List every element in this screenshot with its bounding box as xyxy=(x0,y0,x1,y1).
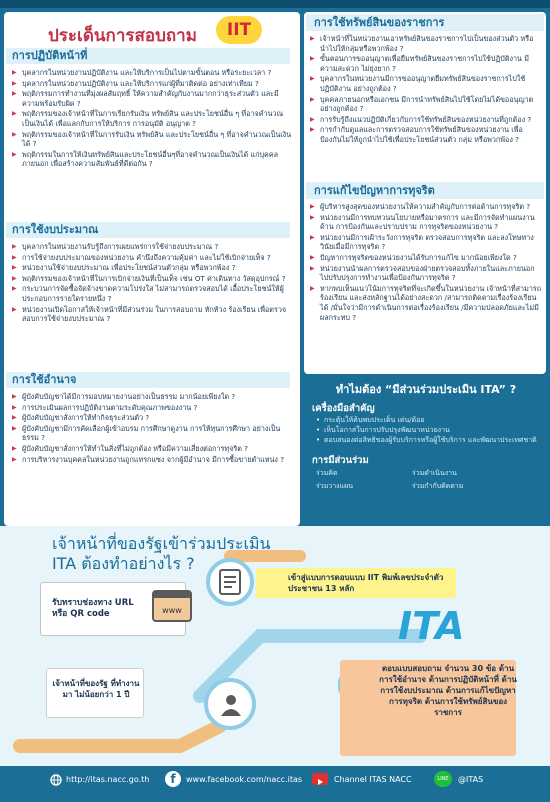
assets-list xyxy=(310,34,542,146)
list-item: ▶ ผู้บังคับบัญชามีการคัดเลือกผู้เข้าอบรม การศึกษาดูงาน การให้ทุนการศึกษา อย่างเป็นธรรม ? xyxy=(12,424,294,443)
list-item: ▶ ขั้นตอนการขออนุญาตเพื่อยืมทรัพย์สินของราชการไปใช้ปฏิบัติงาน มีความสะดวก ไม่ยุ่งยาก ? xyxy=(310,54,542,73)
corruption-list xyxy=(310,202,542,323)
ita-block xyxy=(304,376,546,526)
list-item: • กระตุ้นให้ค้นพบประเด็น เด่น/ด้อย xyxy=(316,415,542,425)
list-item: ▶ ผู้บังคับบัญชาสั่งการให้ทำกิจธุระส่วนตัว ? xyxy=(12,413,294,423)
participation-item: ร่วมวางแผน xyxy=(316,482,353,490)
participation-title: การมีส่วนร่วม xyxy=(312,455,369,466)
list-item: ▶ การรับรู้ถึงแนวปฏิบัติเกี่ยวกับการใช้ทรัพย์สินของหน่วยงานที่ถูกต้อง ? xyxy=(310,115,542,125)
list-item: ▶ เจ้าหน้าที่ในหน่วยงานเอาทรัพย์สินของราชการไปเป็นของส่วนตัว หรือนำไปให้กลุ่มหรือพวกพ้อง ? xyxy=(310,34,542,53)
step-staff-text: เจ้าหน้าที่ของรัฐ ที่ทำงานมา ไม่น้อยกว่า 1 ปี xyxy=(52,679,140,699)
youtube-icon xyxy=(312,773,328,785)
list-item: ▶ พฤติกรรมของเจ้าหน้าที่ในการรับเงิน ทรัพย์สิน และประโยชน์อื่น ๆ ที่อาจคำนวณเป็นเงินได้ ? xyxy=(12,130,294,149)
website-link[interactable]: http://itas.nacc.go.th xyxy=(66,775,150,784)
facebook-link[interactable]: www.facebook.com/nacc.itas xyxy=(186,775,303,784)
budget-list xyxy=(12,242,294,325)
tools-title: เครื่องมือสำคัญ xyxy=(312,403,375,414)
list-item: ▶ หากพบเห็นแนวโน้มการทุจริตที่จะเกิดขึ้นในหน่วยงาน เจ้าหน้าที่สามารถร้องเรียน และส่งหลักฐานได้อย่างสะดวก /สามารถติดตามเรื่องร้องเรียนได้ /มั่นใจว่ามีการดำเนินการต่อเรื่องร้องเรียน /มีความปลอดภัยและไม่มีผลกระทบ ? xyxy=(310,284,542,322)
document-icon xyxy=(216,568,244,596)
list-item: ▶ พฤติกรรมในการให้เงินทรัพย์สินและประโยชน์อื่นๆที่อาจคำนวณเป็นเงินได้ แก่บุคคลภายนอก เพื่อสร้างความสัมพันธ์ที่ดีต่อกัน ? xyxy=(12,150,294,169)
participation-item: ร่วมกำกับติดตาม xyxy=(412,482,464,490)
list-item: • ตอบสนองต่อสิทธิของผู้รับบริการหรือผู้ใช้บริการ และพัฒนาประเทศชาติ xyxy=(316,435,542,445)
line-link[interactable]: @ITAS xyxy=(458,775,484,784)
list-item: ▶ หน่วยงานมีการเฝ้าระวังการทุจริต ตรวจสอบการทุจริต และลงโทษทางวินัยเมื่อมีการทุจริต ? xyxy=(310,233,542,252)
section-assets-title: การใช้ทรัพย์สินของราชการ xyxy=(306,14,544,31)
list-item: ▶ ผู้บริหารสูงสุดของหน่วยงานให้ความสำคัญกับการต่อต้านการทุจริต ? xyxy=(310,202,542,212)
tools-list xyxy=(316,415,542,445)
list-item: ▶ หน่วยงานนำผลการตรวจสอบของฝ่ายตรวจสอบทั้งภายในและภายนอก ไปปรับปรุงการทำงานเพื่อป้องกันการทุจริต ? xyxy=(310,264,542,283)
list-item: ▶ บุคคลภายนอกหรือเอกชน มีการนำทรัพย์สินไปใช้โดยไม่ได้ขออนุญาต อย่างถูกต้อง ? xyxy=(310,95,542,114)
list-item: ▶ หน่วยงานใช้จ่ายงบประมาณ เพื่อประโยชน์ส่วนตัวกลุ่ม หรือพวกพ้อง ? xyxy=(12,263,294,273)
list-item: ▶ กระบวนการจัดซื้อจัดจ้างขาดความโปร่งใส ไม่สามารถตรวจสอบได้ เอื้อประโยชน์ให้ผู้ประกอบการรายใดรายหนึ่ง ? xyxy=(12,284,294,303)
participation-item: ร่วมคิด xyxy=(316,469,338,477)
list-item: ▶ การประเมินผลการปฏิบัติงานตามระดับคุณภาพของงาน ? xyxy=(12,403,294,413)
ita-participation-title: ทำไมต้อง “มีส่วนร่วมประเมิน ITA” ? xyxy=(335,383,517,396)
line-icon: LINE xyxy=(434,771,452,787)
list-item: ▶ บุคลากรในหน่วยงานมีการขออนุญาตยืมทรัพย์สินของราชการไปใช้ปฏิบัติงาน อย่างถูกต้อง ? xyxy=(310,74,542,93)
list-item: ▶ ผู้บังคับบัญชาได้มีการมอบหมายงานอย่างเป็นธรรม มากน้อยเพียงใด ? xyxy=(12,392,294,402)
list-item: ▶ ปัญหาการทุจริตของหน่วยงานได้รับการแก้ไข มากน้อยเพียงใด ? xyxy=(310,253,542,263)
list-item: ▶ พฤติกรรมการทำงานที่มุ่งผลสัมฤทธิ์ ให้ความสำคัญกับงานมากกว่าธุระส่วนตัว และมีความพร้อมรับผิด ? xyxy=(12,89,294,108)
section-corruption-title: การแก้ไขปัญหาการทุจริต xyxy=(306,182,544,199)
list-item: ▶ หน่วยงานมีการทบทวนนโยบายหรือมาตรการ และมีการจัดทำแผนงานด้าน การป้องกันและปราบปราม การทุจริตของหน่วยงาน ? xyxy=(310,213,542,232)
footer-bar xyxy=(0,766,550,802)
person-icon xyxy=(218,692,244,718)
howto-question-line2: ITA ต้องทำอย่างไร ? xyxy=(52,554,195,573)
list-item: ▶ พฤติกรรมของเจ้าหน้าที่ในการเบิกจ่ายเงินที่เป็นเท็จ เช่น OT ค่าเดินทาง วัสดุอุปกรณ์ ? xyxy=(12,274,294,284)
step-login-text: เข้าสู่แบบการตอบแบบ IIT พิมพ์เลขประจำตัวประชาชน 13 หลัก xyxy=(288,573,444,593)
step-url-text: รับทราบช่องทาง URL หรือ QR code xyxy=(52,598,134,619)
list-item: ▶ ผู้บังคับบัญชาสั่งการให้ทำในสิ่งที่ไม่ถูกต้อง หรือมีความเสี่ยงต่อการทุจริต ? xyxy=(12,444,294,454)
ita-logo: ITA xyxy=(398,604,465,648)
list-item: ▶ การบริหารงานบุคคลในหน่วยงานถูกแทรกแซง จากผู้มีอำนาจ มีการซื้อขายตำแหน่ง ? xyxy=(12,455,294,465)
list-item: ▶ หน่วยงานเปิดโอกาสให้เจ้าหน้าที่มีส่วนร่วม ในการสอบถาม ทักท้วง ร้องเรียน เพื่อตรวจสอบการใช้จ่ายงบประมาณ ? xyxy=(12,305,294,324)
list-item: ▶ การกำกับดูแลและการตรวจสอบการใช้ทรัพย์สินของหน่วยงาน เพื่อป้องกันไม่ให้ถูกนำไปใช้เพื่อประโยชน์ส่วนตัว กลุ่ม หรือพวกพ้อง ? xyxy=(310,125,542,144)
section-power-title: การใช้อำนาจ xyxy=(6,372,290,388)
list-item: ▶ บุคลากรในหน่วยงานปฏิบัติงาน และให้บริการแก่ผู้ที่มาติดต่อ อย่างเท่าเทียม ? xyxy=(12,79,294,89)
page-title: ประเด็นการสอบถาม xyxy=(48,26,197,46)
facebook-icon: f xyxy=(165,771,181,787)
top-bar xyxy=(0,0,550,8)
list-item: ▶ บุคลากรในหน่วยงานปฏิบัติงาน และให้บริการเป็นไปตามขั้นตอน หรือระยะเวลา ? xyxy=(12,68,294,78)
howto-question-line1: เจ้าหน้าที่ของรัฐเข้าร่วมประเมิน xyxy=(52,534,271,553)
participation-item: ร่วมดำเนินงาน xyxy=(412,469,457,477)
section-budget-title: การใช้งบประมาณ xyxy=(6,222,290,238)
list-item: ▶ บุคลากรในหน่วยงานรับรู้ถึงการเผยแพร่การใช้จ่ายงบประมาณ ? xyxy=(12,242,294,252)
power-list xyxy=(12,392,294,465)
step-survey-text: ตอบแบบสอบถาม จำนวน 30 ข้อ ด้านการใช้อำนาจ ด้านการปฏิบัติหน้าที่ ด้านการใช้งบประมาณ ด้านการแก้ไขปัญหาการทุจริต ด้านการใช้ทรัพย์สินของราชการ xyxy=(379,664,517,717)
globe-icon xyxy=(50,774,62,786)
svg-text:www: www xyxy=(162,606,182,615)
youtube-link[interactable]: Channel ITAS NACC xyxy=(334,775,412,784)
iit-badge: IIT xyxy=(216,16,262,44)
duty-list xyxy=(12,68,294,170)
browser-icon xyxy=(152,590,192,622)
section-duty-title: การปฏิบัติหน้าที่ xyxy=(6,48,290,64)
list-item: • เห็นโอกาสในการปรับปรุงพัฒนาหน่วยงาน xyxy=(316,425,542,435)
list-item: ▶ พฤติกรรมของเจ้าหน้าที่ในการเรียกรับเงิน ทรัพย์สิน และประโยชน์อื่น ๆ ที่อาจคำนวณ เป็นเงินได้ เพื่อแลกกับการให้บริการ การอนุมัติ อนุญาต ? xyxy=(12,109,294,128)
list-item: ▶ การใช้จ่ายงบประมาณของหน่วยงาน คำนึงถึงความคุ้มค่า และไม่ใช้เบิกจ่ายเท็จ ? xyxy=(12,253,294,263)
